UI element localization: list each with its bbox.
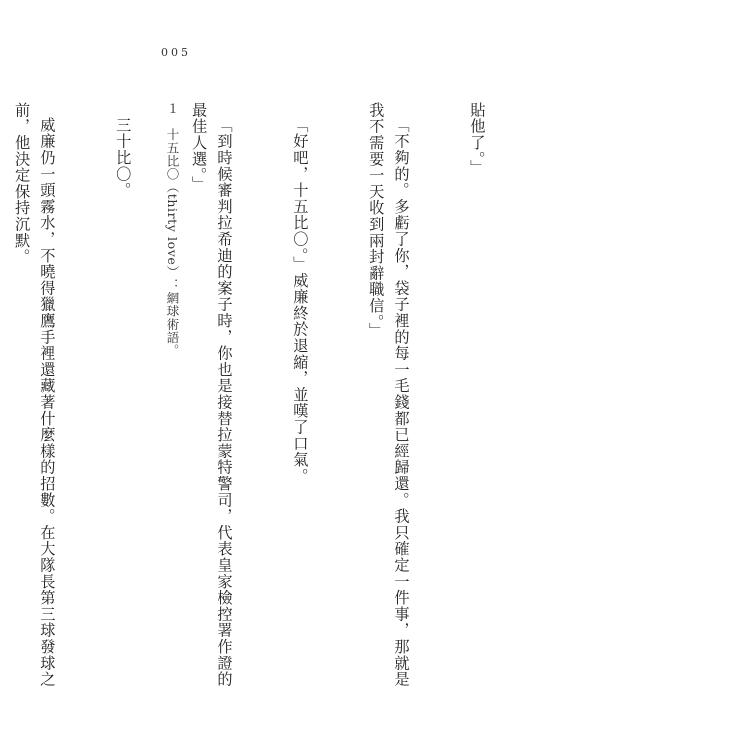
paragraph: 「好吧，十五比〇。」威廉終於退縮，並嘆了口氣。 xyxy=(291,117,310,485)
paragraph: 威廉仍一頭霧水，不曉得獵鷹手裡還藏著什麼樣的招數。在大隊長第三球發球之前，他決定保持沉默。 xyxy=(13,102,57,688)
paragraph: 「到時候審判拉希迪的案子時，你也是接替拉蒙特警司，代表皇家檢控署作證的最佳人選。」 xyxy=(190,102,234,688)
paragraph: 貼他了。」 xyxy=(468,102,487,176)
paragraph: 「不夠的。多虧了你，袋子裡的每一毛錢都已經歸還。我只確定一件事，那就是我不需要一天收到兩封辭職信。」 xyxy=(367,102,411,688)
page-number: 005 xyxy=(161,46,191,59)
paragraph: 三十比〇。 xyxy=(114,117,133,199)
footnote: １ 十五比〇（thirty love）：網球術語。 xyxy=(165,102,180,358)
